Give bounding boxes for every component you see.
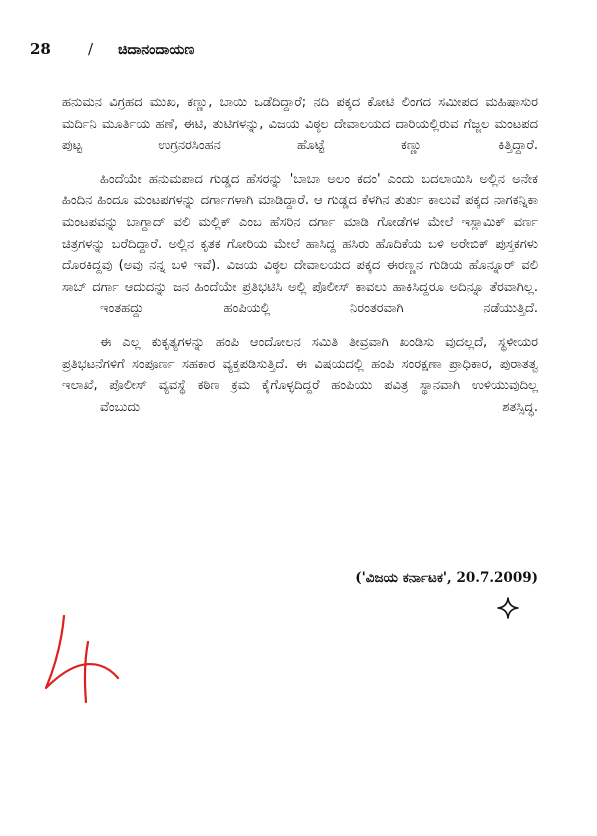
text-line: ಇಂತಹದ್ದು ಹಂಪಿಯಲ್ಲಿ ನಿರಂತರವಾಗಿ ನಡೆಯುತ್ತಿದೆ. (100, 301, 538, 317)
text-line: ಮಾಡಿ ಗೋಡೆಗಳ ಮೇಲೆ ಇಸ್ಲಾಮಿಕ್ ವರ್ಣ ಚಿತ್ರಗಳನ್ನು ಬರೆದಿದ್ದಾರೆ. ಅಲ್ಲಿನ (62, 214, 538, 252)
text-line: ಹನುಮನ ವಿಗ್ರಹದ ಮುಖ, ಕಣ್ಣು, ಬಾಯಿ ಒಡೆದಿದ್ದಾರೆ; ನದಿ ಪಕ್ಕದ ಕೋಟಿ (62, 95, 395, 110)
page-body (62, 92, 538, 430)
header-separator: / (88, 40, 94, 58)
text-line: ಪುಟ್ಟ ಉಗ್ರನರಸಿಂಹನ ಹೊಟ್ಟೆ ಕಣ್ಣು ಕಿತ್ತಿದ್ದಾರೆ. (62, 138, 538, 154)
text-line: ವಿಷಯದಲ್ಲಿ ಹಂಪಿ ಸಂರಕ್ಷಣಾ ಪ್ರಾಧಿಕಾರ, ಪುರಾತತ್ವ ಇಲಾಖೆ, ಪೊಲೀಸ್ ವ್ಯವಸ್ಥೆ (62, 356, 538, 394)
text-line: ಎಂದು ಬದಲಾಯಿಸಿ ಅಲ್ಲಿನ ಅನೇಕ ಹಿಂದಿನ ಹಿಂದೂ ಮಂಟಪಗಳನ್ನು (62, 171, 538, 209)
text-line: ಕಠಿಣ ಕ್ರಮ ಕೈಗೊಳ್ಳದಿದ್ದರೆ ಹಂಪಿಯು ಪವಿತ್ರ ಸ್ಥಾನವಾಗಿ ಉಳಿಯುವುದಿಲ್ಲ (197, 378, 538, 394)
text-line: ಲಿಂಗದ ಸಮೀಪದ ಮಹಿಷಾಸುರ ಮರ್ದಿನಿ ಮೂರ್ತಿಯ ಹಣೆ, ಈಟಿ, (62, 95, 538, 132)
text-line: ಈ ಎಲ್ಲ ಕುಕೃತ್ಯಗಳನ್ನು ಹಂಪಿ ಆಂದೋಲನ ಸಮಿತಿ ತೀವ್ರವಾಗಿ ಖಂಡಿಸು (100, 334, 435, 350)
text-line: ನಾಗಕನ್ನಿಕಾ ಮಂಟಪವನ್ನು ಬಾಗ್ದಾದ್ ವಲಿ ಮಲ್ಲಿಕ್ ಎಂಬ ಹೆಸರಿನ ದರ್ಗಾ (62, 193, 538, 230)
text-line: ದೊರಕಿದ್ದವು (ಅವು ನನ್ನ ಬಳಿ ಇವೆ). ವಿಜಯ ವಿಠ್ಠಲ ದೇವಾಲಯದ ಪಕ್ಕದ (62, 258, 381, 274)
handwritten-page-mark (42, 608, 142, 708)
book-title: ಚಿದಾನಂದಾಯಣ (118, 42, 195, 58)
text-line: ತುಟಿಗಳನ್ನು, ವಿಜಯ ವಿಠ್ಠಲ ದೇವಾಲಯದ ದಾರಿಯಲ್ಲಿರುವ ಗೆಜ್ಜಲ ಮಂಟಪದ (212, 116, 538, 132)
text-line: ದರ್ಗಾಗಳಾಗಿ ಮಾಡಿದ್ದಾರೆ. ಆ ಗುಡ್ಡದ ಕೆಳಗಿನ ತುರ್ತು ಕಾಲುವೆ ಪಕ್ಕದ (200, 193, 489, 209)
running-header (30, 40, 194, 58)
text-line: ಈರಣ್ಣನ ಗುಡಿಯ ಹೊನ್ನೂರ್ ವಲಿ ಸಾಬ್ ದರ್ಗಾ ಆದುದನ್ನು ಜನ ಹಿಂದೆಯೇ (62, 258, 538, 295)
paragraph-1 (62, 92, 538, 157)
text-line: ವುದಲ್ಲದೆ, ಸ್ಥಳೀಯರ ಪ್ರತಿಭಟನೆಗಳಿಗೆ ಸಂಪೂರ್ಣ ಸಹಕಾರ ವ್ಯಕ್ತಪಡಿಸುತ್ತಿದೆ. ಈ (62, 334, 538, 372)
paragraph-2 (62, 169, 538, 320)
ornament-star-icon (496, 596, 520, 620)
text-line: ಪ್ರತಿಭಟಿಸಿ ಅಲ್ಲಿ ಪೊಲೀಸ್ ಕಾವಲು ಹಾಕಿಸಿದ್ದರೂ ಅದಿನ್ನೂ ತೆರವಾಗಿಲ್ಲ. (242, 279, 538, 295)
page-number: 28 (30, 40, 51, 58)
source-citation: ('ವಿಜಯ ಕರ್ನಾಟಕ', 20.7.2009) (355, 570, 538, 586)
text-line: ಹಿಂದೆಯೇ ಹನುಮಪಾದ ಗುಡ್ಡದ ಹೆಸರನ್ನು 'ಬಾಬಾ ಅಲಂ ಕದಂ' (100, 171, 381, 187)
text-line: ವೆಂಬುದು ಶತಸ್ಸಿದ್ಧ. (100, 399, 538, 415)
paragraph-3 (62, 332, 538, 418)
text-line: ಕೃತಕ ಗೋರಿಯ ಮೇಲೆ ಹಾಸಿದ್ದ ಹಸಿರು ಹೊದಿಕೆಯ ಬಳಿ ಅರೇಬಿಕ್ ಪುಸ್ತಕಗಳು (200, 236, 538, 252)
